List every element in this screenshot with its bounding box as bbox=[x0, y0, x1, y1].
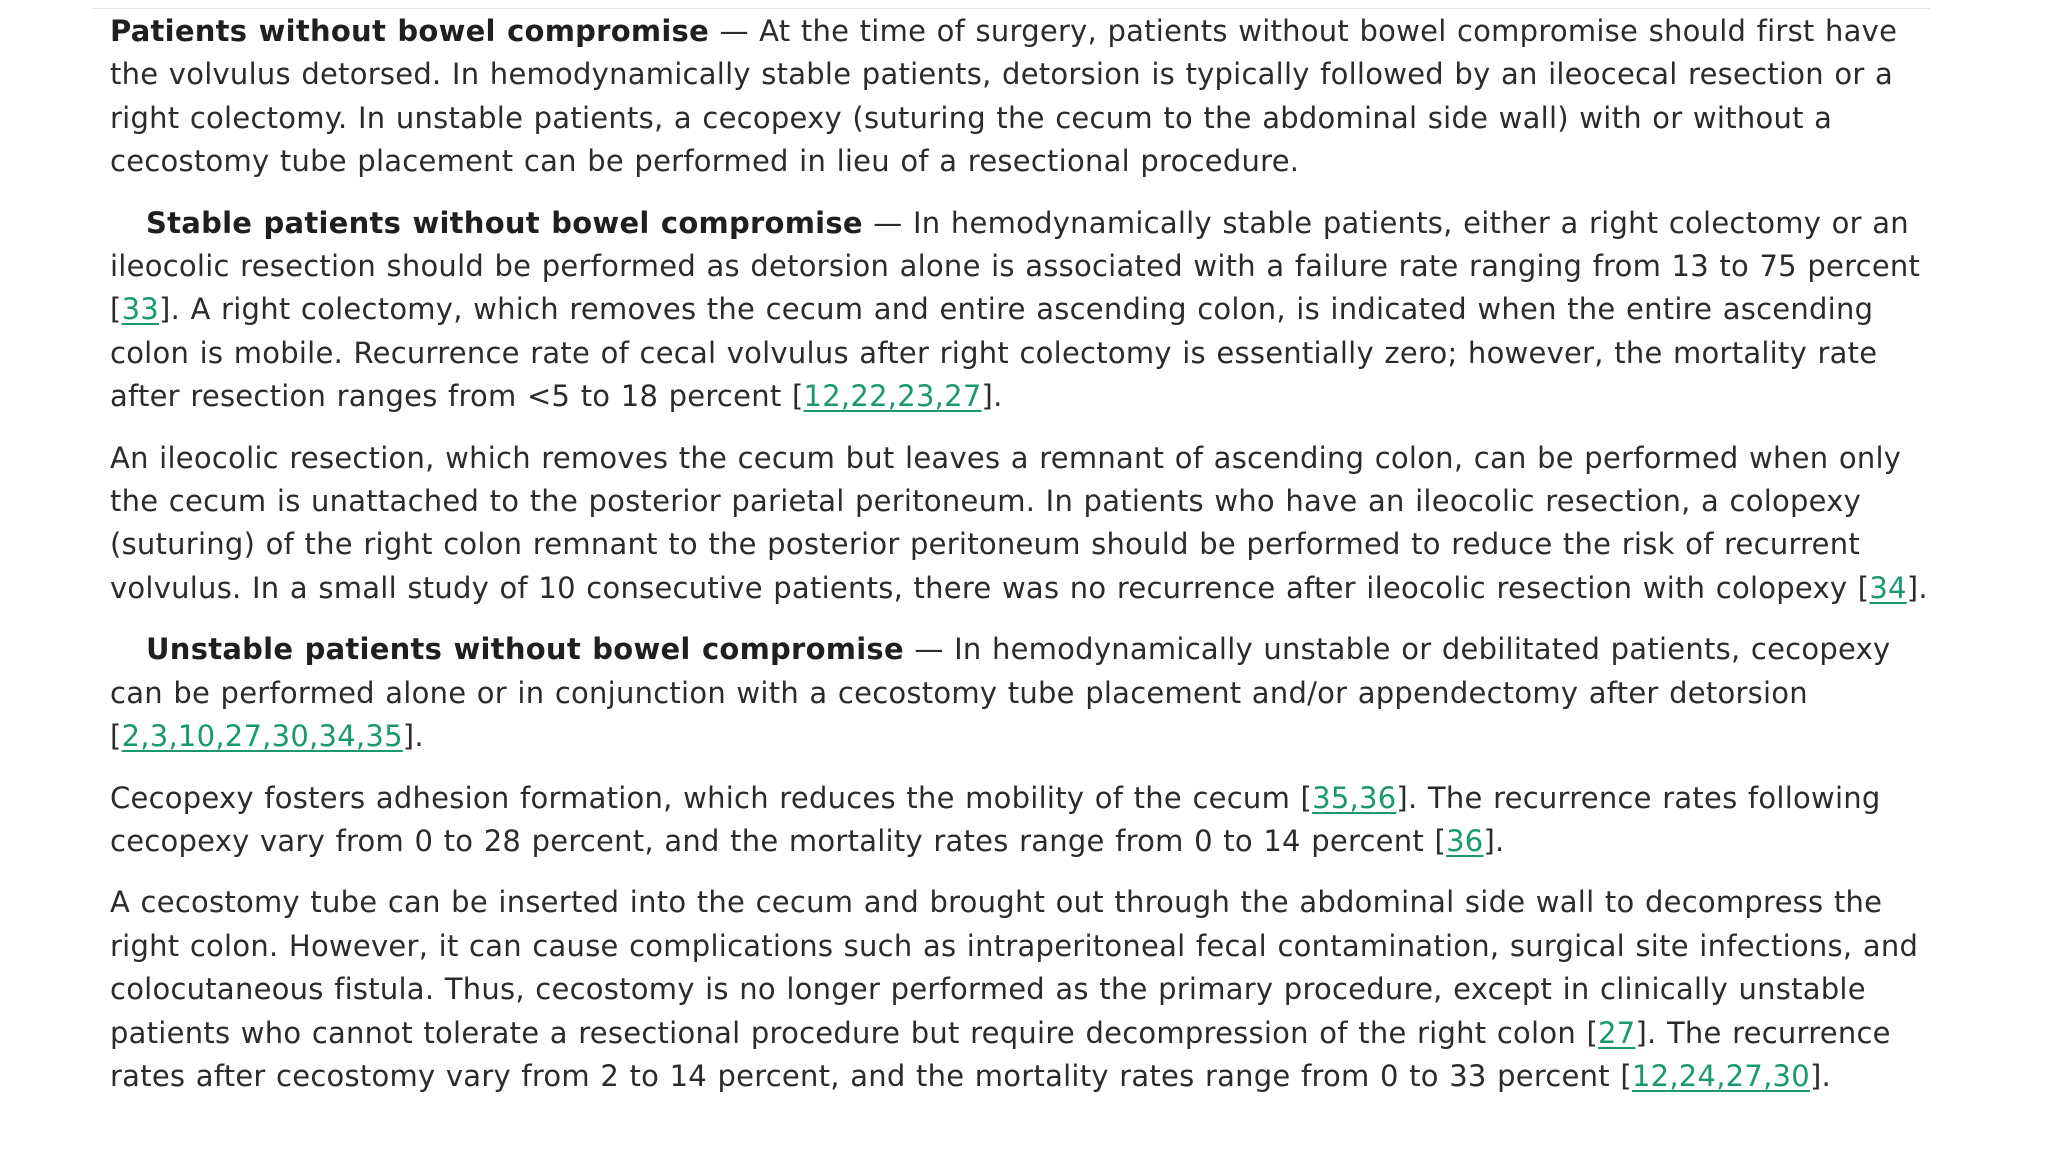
paragraph-text: . The recurrence rates after cecostomy vary from 2 to 14 percent, and the mortality rates range from 0 to 33 percent bbox=[110, 1015, 1891, 1093]
reference-bracket-close: ] bbox=[981, 379, 994, 414]
section-heading: Unstable patients without bowel compromise bbox=[146, 632, 904, 667]
reference-bracket-open: [ bbox=[1434, 823, 1447, 858]
reference-bracket-open: [ bbox=[110, 719, 122, 754]
paragraph-text: A cecostomy tube can be inserted into the cecum and brought out through the abdominal side wall to decompress the right colon. However, it can cause complications such as intraperitoneal fecal contamination, surgical site infections, and colocutaneous fistula. Thus, cecostomy is no longer performed as the primary procedure, except in clinically unstable patients who cannot tolerate a resectional procedure but require decompression of the right colon bbox=[110, 885, 1919, 1050]
article-content bbox=[110, 10, 1930, 1116]
paragraph-cecopexy bbox=[110, 777, 1930, 864]
reference-bracket-close: ] bbox=[1483, 823, 1496, 858]
reference-bracket-close: ] bbox=[402, 719, 415, 754]
paragraph-text: . bbox=[1918, 570, 1928, 605]
paragraph-text: . The recurrence rates following cecopexy vary from 0 to 28 percent, and the mortality rates range from 0 to 14 percent bbox=[110, 780, 1881, 858]
reference-link[interactable]: 33 bbox=[121, 292, 159, 327]
reference-link[interactable]: 27 bbox=[1598, 1015, 1636, 1050]
reference-link[interactable]: 2,3,10,27,30,34,35 bbox=[121, 719, 403, 754]
reference-bracket-open: [ bbox=[1857, 570, 1870, 605]
paragraph-text: . bbox=[1821, 1058, 1831, 1093]
reference-link[interactable]: 36 bbox=[1446, 823, 1484, 858]
section-heading: Stable patients without bowel compromise bbox=[146, 205, 863, 240]
paragraph-text: In hemodynamically stable patients, either a right colectomy or an ileocolic resection should be performed as detorsion alone is associated with a failure rate ranging from 13 to 75 percent bbox=[110, 205, 1921, 284]
paragraph-ileocolic-resection bbox=[110, 437, 1930, 611]
reference-bracket-close: ] bbox=[158, 292, 171, 327]
section-unstable-patients bbox=[110, 628, 1930, 758]
reference-bracket-close: ] bbox=[1635, 1015, 1648, 1050]
reference-link[interactable]: 35,36 bbox=[1312, 780, 1397, 815]
article-page bbox=[92, 8, 1930, 1142]
paragraph-text: . bbox=[993, 379, 1003, 414]
paragraph-text: In hemodynamically unstable or debilitated patients, cecopexy can be performed alone or in conjunction with a cecostomy tube placement and/or appendectomy after detorsion bbox=[110, 632, 1891, 710]
reference-bracket-open: [ bbox=[110, 292, 122, 327]
reference-bracket-open: [ bbox=[791, 379, 804, 414]
heading-separator: — bbox=[708, 14, 760, 48]
paragraph-text: At the time of surgery, patients without bowel compromise should first have the volvulus detorsed. In hemodynamically stable patients, detorsion is typically followed by an ileocecal resection or a right colectomy. In unstable patients, a cecopexy (suturing the cecum to the abdominal side wall) with or without a cecostomy tube placement can be performed in lieu of a resectional procedure. bbox=[110, 14, 1898, 179]
paragraph-text: . bbox=[414, 719, 424, 754]
reference-link[interactable]: 34 bbox=[1869, 570, 1907, 605]
paragraph-text: An ileocolic resection, which removes the cecum but leaves a remnant of ascending colon, can be performed when only the cecum is unattached to the posterior parietal peritoneum. In patients who have an ileocolic resection, a colopexy (suturing) of the right colon remnant to the posterior peritoneum should be performed to reduce the risk of recurrent volvulus. In a small study of 10 consecutive patients, there was no recurrence after ileocolic resection with colopexy bbox=[110, 440, 1902, 605]
heading-separator: — bbox=[862, 205, 913, 240]
reference-bracket-open: [ bbox=[1586, 1015, 1599, 1050]
reference-link[interactable]: 12,24,27,30 bbox=[1631, 1058, 1810, 1093]
section-stable-patients bbox=[110, 202, 1930, 419]
reference-bracket-close: ] bbox=[1906, 570, 1919, 605]
paragraph-cecostomy bbox=[110, 881, 1930, 1098]
reference-bracket-open: [ bbox=[1300, 780, 1313, 815]
paragraph-text: . A right colectomy, which removes the cecum and entire ascending colon, is indicated when the entire ascending colon is mobile. Recurrence rate of cecal volvulus after right colectomy is essentially zero; however, the mortality rate after resection ranges from <5 to 18 percent bbox=[110, 292, 1878, 414]
section-patients-without-bowel-compromise bbox=[110, 10, 1930, 184]
section-heading: Patients without bowel compromise bbox=[110, 14, 709, 48]
reference-bracket-open: [ bbox=[1620, 1058, 1632, 1093]
paragraph-text: . bbox=[1495, 823, 1505, 858]
paragraph-text: Cecopexy fosters adhesion formation, which reduces the mobility of the cecum bbox=[110, 780, 1301, 815]
reference-bracket-close: ] bbox=[1809, 1058, 1822, 1093]
reference-bracket-close: ] bbox=[1396, 780, 1408, 815]
reference-link[interactable]: 12,22,23,27 bbox=[803, 379, 982, 414]
heading-separator: — bbox=[903, 632, 955, 667]
